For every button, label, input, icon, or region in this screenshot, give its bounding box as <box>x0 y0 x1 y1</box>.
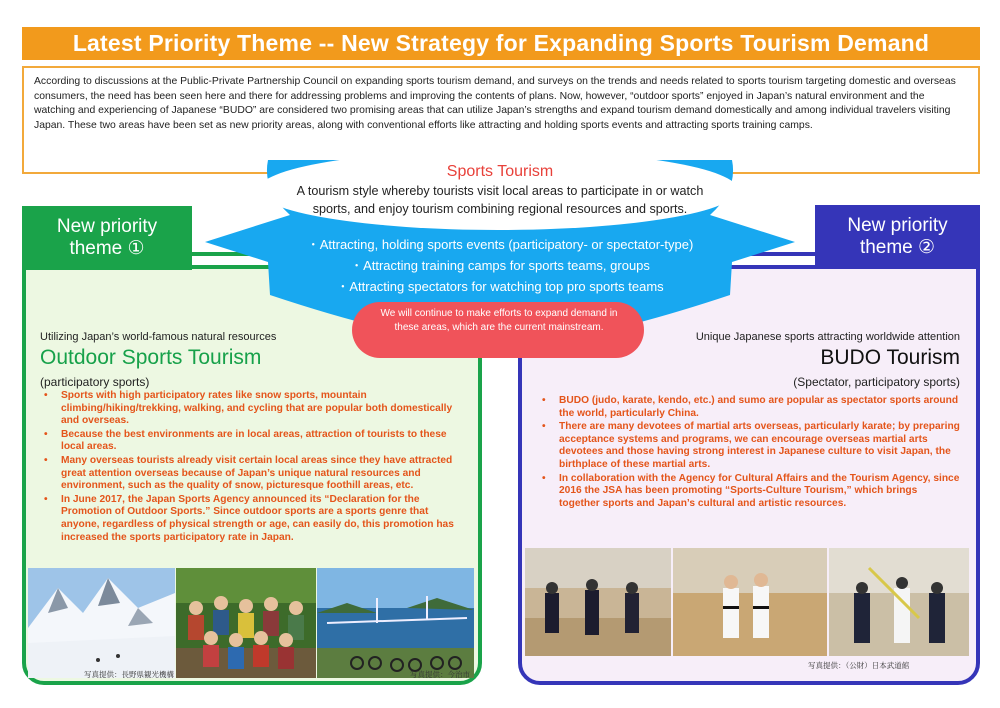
page-title: Latest Priority Theme -- New Strategy for Expanding Sports Tourism Demand <box>22 27 980 60</box>
tab-1-line2: theme ① <box>69 238 145 259</box>
outdoor-subheading: (participatory sports) <box>40 375 150 389</box>
tab-2-line1: New priority <box>847 215 948 236</box>
list-item-text: BUDO (judo, karate, kendo, etc.) and sumo are popular as spectator sports around the world, particularly China. <box>559 395 959 419</box>
list-item <box>42 390 462 428</box>
bullet-dot: • <box>44 428 48 440</box>
intro-paragraph: According to discussions at the Public-Private Partnership Council on expanding sports tourism demand, and surveys on the trends and needs related to sports tourism targeting domestic and overseas consumers, the need has been seen here and there for addressing problems and improving the contents of plans. Now, however, “outdoor sports” enjoyed in Japan’s natural environment and the watching and experiencing of Japanese “BUDO” are considered two promising areas that can utilize Japan’s strengths and expand tourism demand domestically and among individual travelers visiting Japan. These two areas have been set as new priority areas, along with conventional efforts like attracting and holding sports events and attracting sports training camps. <box>22 66 980 174</box>
list-item-text: In collaboration with the Agency for Cultural Affairs and the Tourism Agency, since 2016 the JSA has been promoting “Sports-Culture Tourism,” which brings together sports and Japan’s cultural and artistic resources. <box>559 472 960 509</box>
mainstream-note: We will continue to make efforts to expand demand in these areas, which are the current mainstream. <box>380 308 618 333</box>
list-item <box>42 494 462 544</box>
list-item <box>540 421 960 471</box>
budo-heading: BUDO Tourism <box>820 346 960 369</box>
sports-tourism-bullets <box>255 234 745 297</box>
budo-lead: Unique Japanese sports attracting worldwide attention <box>695 331 960 343</box>
list-item <box>42 429 462 454</box>
bullet-dot: • <box>44 390 48 401</box>
outdoor-lead: Utilizing Japan’s world-famous natural resources <box>40 331 277 343</box>
list-item <box>540 395 960 420</box>
list-item <box>42 455 462 493</box>
tab-2-line2: theme ② <box>859 237 936 258</box>
bullet-dot: • <box>542 395 546 406</box>
list-item-text: There are many devotees of martial arts overseas, particularly karate; by preparing acceptance systems and programs, we can encourage overseas martial arts devotees and those having strong interest in Japanese culture to visit Japan, the birthplace of these martial arts. <box>559 421 960 470</box>
bullet-dot: • <box>44 454 48 466</box>
hiking-group-photo <box>176 568 316 678</box>
photo-credit-nagano: 写真提供：長野県観光機構 <box>84 670 174 679</box>
sports-tourism-title: Sports Tourism <box>446 163 554 180</box>
list-item-text: Many overseas tourists already visit certain local areas since they have attracted great attention overseas because of Japan’s unique natural resources and environment, such as the quality of snow, picturesque foothill areas, etc. <box>61 454 453 492</box>
cycling-bridge-photo <box>317 568 474 678</box>
budo-subheading: (Spectator, participatory sports) <box>793 375 960 389</box>
outdoor-heading: Outdoor Sports Tourism <box>40 346 262 369</box>
list-item-text: In June 2017, the Japan Sports Agency announced its “Declaration for the Promotion of Outdoor Sports.” Since outdoor sports are a sports genre that anyone, regardless of physical strength or age, can easily do, this promotion has increased the sports participatory rate in Japan. <box>61 493 454 543</box>
snow-mountain-photo <box>28 568 175 678</box>
kendo-practice-photo <box>525 548 671 656</box>
list-item-text: Sports with high participatory rates like snow sports, mountain climbing/hiking/trekking, walking, and cycling that are popular both domestically and overseas. <box>61 390 453 427</box>
outdoor-bullet-list <box>42 390 462 545</box>
karate-demo-photo <box>673 548 827 656</box>
sports-tourism-description: A tourism style whereby tourists visit local areas to participate in or watch sports, and enjoy tourism combining regional resources and sports. <box>296 184 704 216</box>
bullet-dot: • <box>542 421 546 433</box>
center-bullet: ・Attracting, holding sports events (participatory- or spectator-type) <box>306 237 694 252</box>
tab-1-line1: New priority <box>56 216 158 237</box>
bullet-dot: • <box>542 472 546 484</box>
photo-credit-budokan: 写真提供：（公財）日本武道館 <box>808 661 910 670</box>
list-item <box>540 473 960 511</box>
list-item-text: Because the best environments are in local areas, attraction of tourists to these local areas. <box>61 428 447 453</box>
budo-bullet-list <box>540 395 960 511</box>
center-bullet: ・Attracting training camps for sports teams, groups <box>350 258 650 273</box>
photo-credit-imabari: 写真提供：今治市 <box>410 670 470 679</box>
center-bullet: ・Attracting spectators for watching top pro sports teams <box>336 279 664 294</box>
naginata-practice-photo <box>829 548 969 656</box>
bullet-dot: • <box>44 493 48 505</box>
